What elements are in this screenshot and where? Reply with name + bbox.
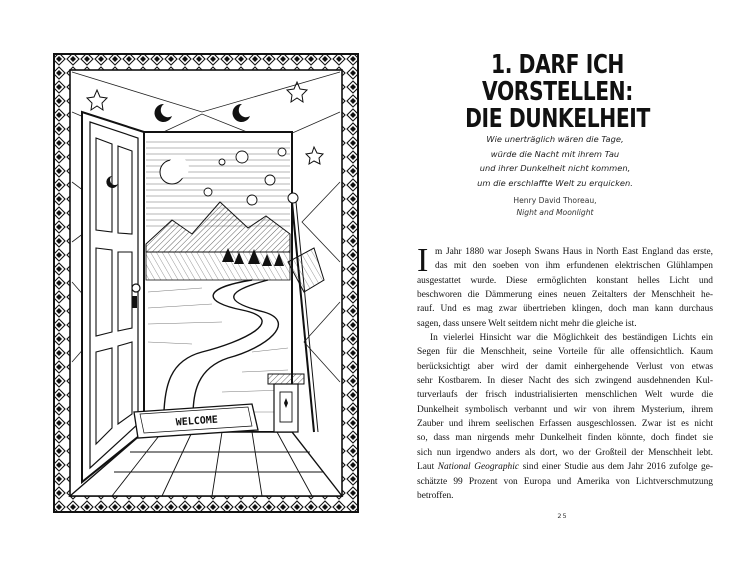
body-line: beschworen die Dämmerung eines neuen Zeitalters der Menschheit he- xyxy=(417,290,713,301)
body-line: Dunkelheit symbolisch verbannt und wir von ihrem Mysterium, ihrem xyxy=(417,404,713,415)
body-text-segment: sind einer Studie aus dem Jahr 2016 zufolge ge- xyxy=(519,462,713,473)
body-line: rauf. Und es mag zwar übertrieben klingen, doch man kann durchaus xyxy=(417,304,713,315)
body-line: turverlaufs der frisch industrialisierten menschlichen Welt wurde die xyxy=(417,390,713,401)
drop-cap: I xyxy=(417,242,429,279)
epigraph-line: würde die Nacht mit ihrem Tau xyxy=(490,148,620,159)
page-number: 25 xyxy=(557,512,568,520)
body-line: so, dass man nirgends mehr Dunkelheit finden könnte, doch findet sie xyxy=(417,433,713,444)
door-illustration-svg xyxy=(52,52,360,514)
epigraph xyxy=(405,132,705,190)
body-line: betroffen. xyxy=(417,490,454,501)
epigraph-work: Night and Moonlight xyxy=(516,207,594,217)
epigraph-attribution xyxy=(405,195,705,218)
body-line: berücksichtigt aber wird der damit einhergehende Verlust von etwas xyxy=(417,361,713,372)
body-line: In vielerlei Hinsicht war die Möglichkeit des beständigen Lichts ein xyxy=(430,333,713,344)
chapter-title xyxy=(431,52,685,133)
epigraph-line: um die erschlaffte Welt zu erquicken. xyxy=(477,177,633,188)
chapter-title-line-2: DIE DUNKELHEIT xyxy=(465,104,650,134)
body-line: sehr Kostbarem. In dieser Nacht des sich zwingend ausdehnenden Kul- xyxy=(417,376,713,387)
text-page xyxy=(375,0,750,568)
epigraph-line: Wie unerträglich wären die Tage, xyxy=(486,134,624,144)
body-line: m Jahr 1880 war Joseph Swans Haus in North East England das erste, xyxy=(435,247,713,257)
body-text xyxy=(417,242,713,503)
body-line: das mit den soeben von ihm erfundenen elektrischen Glühlampen xyxy=(435,261,713,272)
body-text-segment: Laut xyxy=(417,462,438,473)
epigraph-author: Henry David Thoreau, xyxy=(513,196,597,205)
body-line xyxy=(417,460,713,474)
chapter-title-line-1: 1. DARF ICH VORSTELLEN: xyxy=(482,50,633,107)
publication-name: National Geographic xyxy=(437,462,520,473)
body-line: schätzte 99 Prozent von Europa und Amerika von Lichtverschmutzung xyxy=(417,476,713,487)
body-line: sich nun irgendwo anders als dort, wo der Großteil der Menschheit lebt. xyxy=(417,447,713,458)
welcome-mat-text: WELCOME xyxy=(175,414,219,429)
body-line: ausgestattet wurde. Diese ermöglichten konstant helles Licht und xyxy=(417,275,713,286)
body-line: Segen für die Menschheit, seine Vorteile für alle offensichtlich. Kaum xyxy=(417,347,713,358)
door-illustration xyxy=(52,52,360,514)
body-line: Zauber und ihrem seelischen Erfassen ausgeschlossen. Zwar ist es nicht xyxy=(417,419,713,430)
body-line: sagen, dass unsere Welt seitdem nicht mehr die gleiche ist. xyxy=(417,318,637,329)
epigraph-line: und ihrer Dunkelheit nicht kommen, xyxy=(479,163,631,173)
